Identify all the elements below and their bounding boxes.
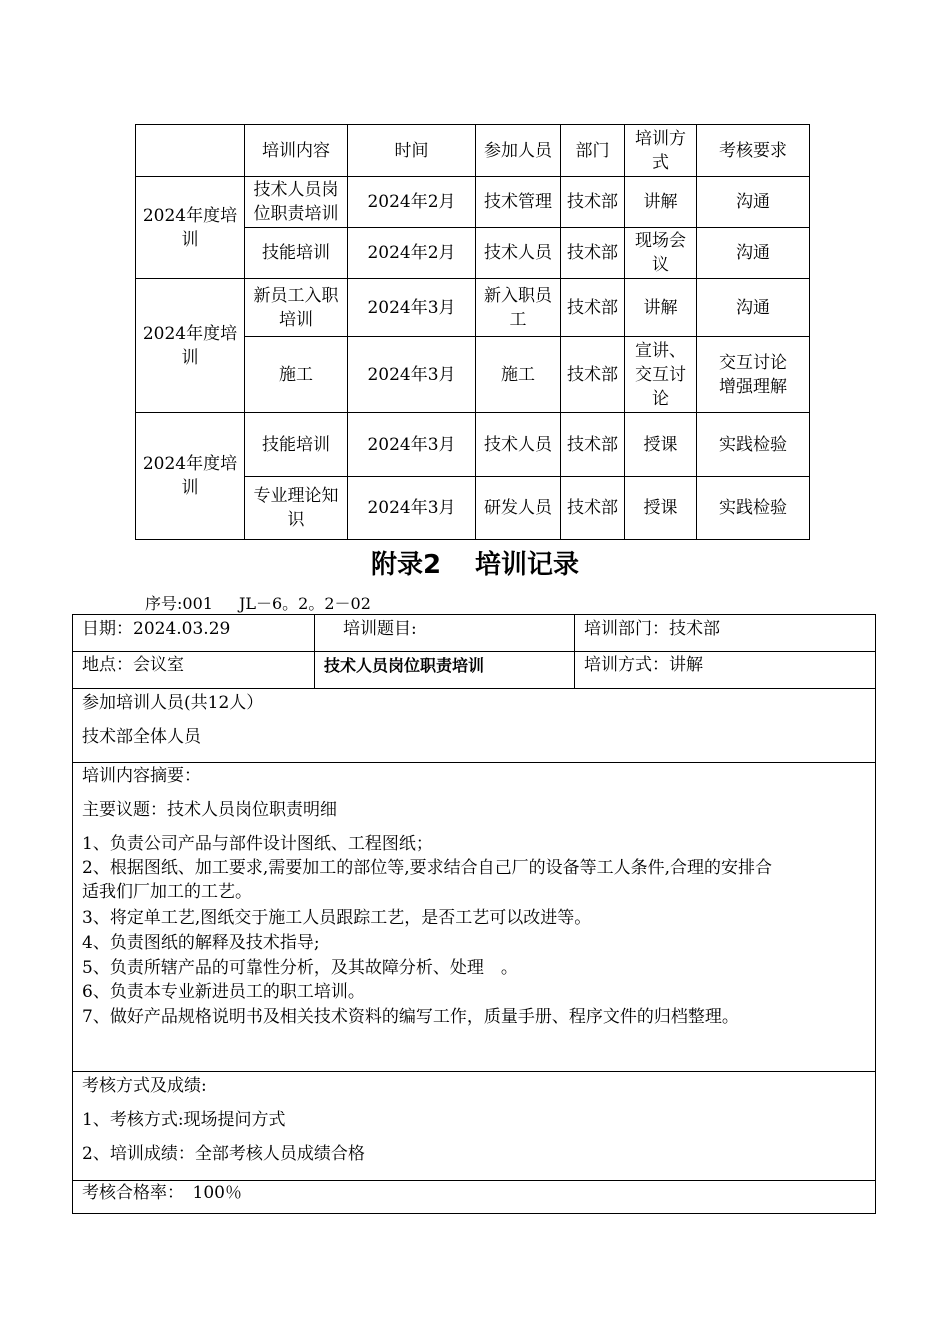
divider (73, 651, 875, 652)
document-code: JL－6。2。2－02 (238, 594, 371, 613)
assessment-cell: 实践检验 (697, 477, 810, 540)
content-cell: 技术人员岗 位职责培训 (245, 177, 348, 228)
method-cell: 讲解 (625, 177, 697, 228)
content-cell: 专业理论知 识 (245, 477, 348, 540)
record-title: 培训记录 (475, 550, 580, 580)
list-item: 适我们厂加工的工艺。 (82, 882, 252, 902)
method-cell: 宣讲、 交互讨 论 (625, 337, 697, 413)
divider (73, 1180, 875, 1181)
list-item: 6、负责本专业新进员工的职工培训。 (82, 982, 365, 1002)
participants-value: 技术部全体人员 (82, 727, 201, 747)
time-cell: 2024年2月 (348, 228, 476, 279)
content-cell: 技能培训 (245, 228, 348, 279)
attendees-cell: 技术管理 (476, 177, 561, 228)
method-field: 培训方式：讲解 (584, 655, 703, 675)
time-cell: 2024年3月 (348, 413, 476, 477)
dept-cell: 技术部 (561, 477, 625, 540)
serial-number: 序号:001 (145, 594, 213, 613)
training-plan-table (135, 124, 810, 540)
time-cell: 2024年3月 (348, 477, 476, 540)
method-cell: 现场会 议 (625, 228, 697, 279)
method-cell: 授课 (625, 413, 697, 477)
content-cell: 新员工入职 培训 (245, 279, 348, 337)
table-header-row (136, 125, 810, 177)
assessment-cell: 实践检验 (697, 413, 810, 477)
header-time: 时间 (348, 125, 476, 177)
assessment-cell: 沟通 (697, 279, 810, 337)
assessment-cell: 沟通 (697, 177, 810, 228)
summary-label: 培训内容摘要： (82, 766, 201, 786)
participants-label: 参加培训人员(共12人） (82, 693, 264, 713)
list-item: 4、负责图纸的解释及技术指导; (82, 933, 320, 953)
header-dept: 部门 (561, 125, 625, 177)
assessment-cell: 沟通 (697, 228, 810, 279)
attendees-cell: 研发人员 (476, 477, 561, 540)
topic-label: 培训题目: (343, 619, 417, 639)
header-cell (136, 125, 245, 177)
dept-cell: 技术部 (561, 177, 625, 228)
divider (73, 688, 875, 689)
assessment-result: 2、培训成绩：全部考核人员成绩合格 (82, 1144, 365, 1164)
header-content: 培训内容 (245, 125, 348, 177)
location-field: 地点：会议室 (82, 655, 184, 675)
list-item: 3、将定单工艺,图纸交于施工人员跟踪工艺，是否工艺可以改进等。 (82, 908, 592, 928)
training-record-form (72, 614, 876, 1214)
divider (314, 615, 315, 688)
header-method: 培训方 式 (625, 125, 697, 177)
dept-cell: 技术部 (561, 413, 625, 477)
attendees-cell: 施工 (476, 337, 561, 413)
main-topic: 主要议题：技术人员岗位职责明细 (82, 800, 337, 820)
period-cell: 2024年度培 训 (136, 279, 245, 413)
dept-cell: 技术部 (561, 279, 625, 337)
divider (73, 1071, 875, 1072)
pass-rate: 考核合格率： 100％ (82, 1183, 242, 1203)
department-field: 培训部门：技术部 (584, 619, 720, 639)
attendees-cell: 新入职员 工 (476, 279, 561, 337)
method-cell: 授课 (625, 477, 697, 540)
list-item: 2、根据图纸、加工要求,需要加工的部位等,要求结合自己厂的设备等工人条件,合理的安排合 (82, 858, 773, 878)
list-item: 7、做好产品规格说明书及相关技术资料的编写工作，质量手册、程序文件的归档整理。 (82, 1007, 739, 1027)
appendix-title (0, 544, 950, 581)
appendix-label: 附录2 (370, 550, 442, 580)
assessment-method: 1、考核方式:现场提问方式 (82, 1110, 286, 1130)
list-item: 1、负责公司产品与部件设计图纸、工程图纸； (82, 834, 433, 854)
header-attendees: 参加人员 (476, 125, 561, 177)
table-row (136, 413, 810, 477)
attendees-cell: 技术人员 (476, 228, 561, 279)
header-assessment: 考核要求 (697, 125, 810, 177)
time-cell: 2024年3月 (348, 279, 476, 337)
divider (73, 762, 875, 763)
method-cell: 讲解 (625, 279, 697, 337)
attendees-cell: 技术人员 (476, 413, 561, 477)
time-cell: 2024年2月 (348, 177, 476, 228)
table-row (136, 279, 810, 337)
content-cell: 施工 (245, 337, 348, 413)
date-field: 日期：2024.03.29 (82, 619, 231, 639)
dept-cell: 技术部 (561, 228, 625, 279)
topic-value: 技术人员岗位职责培训 (324, 656, 485, 675)
serial-line (145, 591, 371, 614)
assessment-label: 考核方式及成绩: (82, 1076, 207, 1096)
table-row (136, 177, 810, 228)
list-item: 5、负责所辖产品的可靠性分析，及其故障分析、处理 。 (82, 958, 518, 978)
content-cell: 技能培训 (245, 413, 348, 477)
divider (574, 615, 575, 688)
time-cell: 2024年3月 (348, 337, 476, 413)
dept-cell: 技术部 (561, 337, 625, 413)
assessment-cell: 交互讨论 增强理解 (697, 337, 810, 413)
period-cell: 2024年度培 训 (136, 413, 245, 540)
period-cell: 2024年度培 训 (136, 177, 245, 279)
